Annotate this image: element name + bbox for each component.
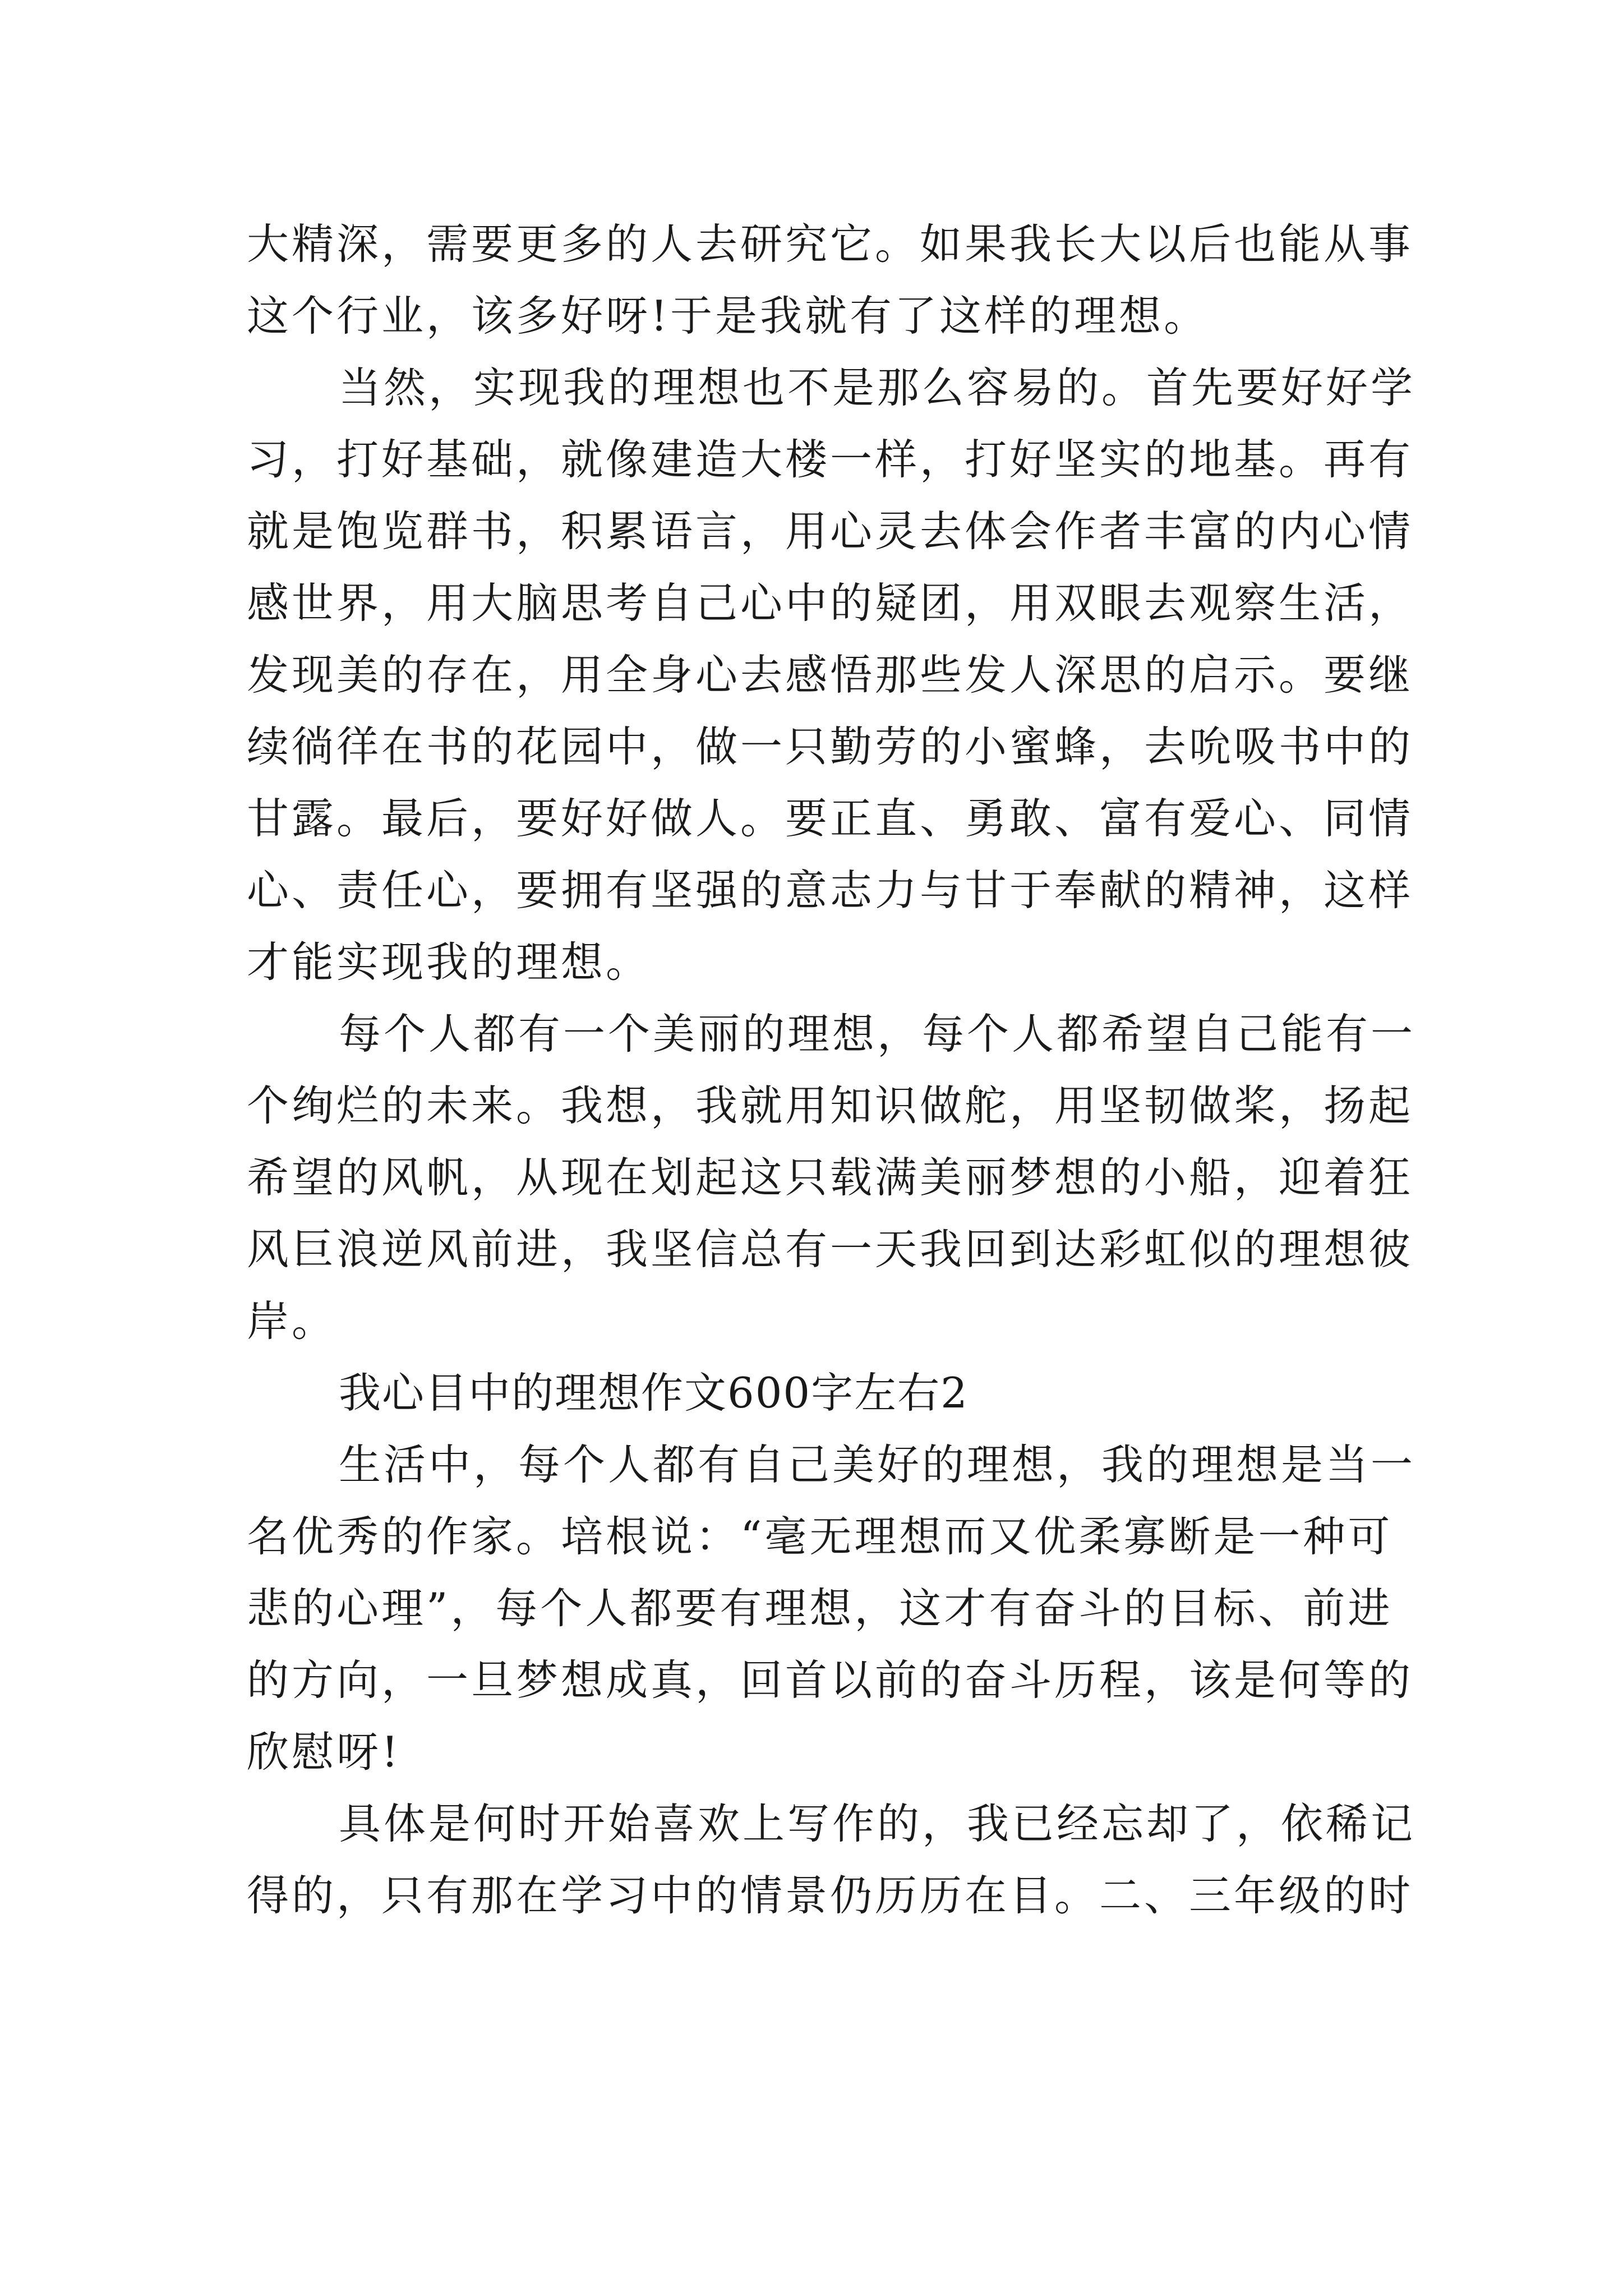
- text-line: 感世界，用大脑思考自己心中的疑团，用双眼去观察生活，: [247, 578, 1414, 628]
- text-line: 续徜徉在书的花园中，做一只勤劳的小蜜蜂，去吮吸书中的: [247, 722, 1414, 771]
- text-line: 甘露。最后，要好好做人。要正直、勇敢、富有爱心、同情: [247, 794, 1414, 843]
- text-line: 悲的心理”，每个人都要有理想，这才有奋斗的目标、前进: [247, 1584, 1393, 1633]
- paragraph-start-line: 生活中，每个人都有自己美好的理想，我的理想是当一: [339, 1440, 1416, 1489]
- text-line: 得的，只有那在学习中的情景仍历历在目。二、三年级的时: [247, 1871, 1414, 1920]
- text-line: 风巨浪逆风前进，我坚信总有一天我回到达彩虹似的理想彼: [247, 1225, 1414, 1274]
- paragraph-start-line: 当然，实现我的理想也不是那么容易的。首先要好好学: [339, 363, 1416, 412]
- text-line: 心、责任心，要拥有坚强的意志力与甘于奉献的精神，这样: [247, 866, 1414, 915]
- text-line: 发现美的存在，用全身心去感悟那些发人深思的启示。要继: [247, 650, 1414, 700]
- text-line: 希望的风帆，从现在划起这只载满美丽梦想的小船，迎着狂: [247, 1153, 1414, 1202]
- text-line: 这个行业，该多好呀!于是我就有了这样的理想。: [247, 291, 1209, 341]
- paragraph-start-line: 每个人都有一个美丽的理想，每个人都希望自己能有一: [339, 1009, 1416, 1059]
- text-line: 个绚烂的未来。我想，我就用知识做舵，用坚韧做桨，扬起: [247, 1081, 1414, 1130]
- text-line: 才能实现我的理想。: [247, 937, 651, 987]
- paragraph-start-line: 具体是何时开始喜欢上写作的，我已经忘却了，依稀记: [339, 1799, 1416, 1848]
- text-line: 的方向，一旦梦想成真，回首以前的奋斗历程，该是何等的: [247, 1655, 1414, 1705]
- section-heading: 我心目中的理想作文600字左右2: [339, 1368, 969, 1418]
- text-line: 岸。: [247, 1296, 337, 1346]
- text-line: 欣慰呀!: [247, 1727, 402, 1777]
- text-line: 习，打好基础，就像建造大楼一样，打好坚实的地基。再有: [247, 435, 1414, 484]
- text-line: 就是饱览群书，积累语言，用心灵去体会作者丰富的内心情: [247, 507, 1414, 556]
- text-line: 名优秀的作家。培根说：“毫无理想而又优柔寡断是一种可: [247, 1512, 1393, 1561]
- text-line: 大精深，需要更多的人去研究它。如果我长大以后也能从事: [247, 219, 1414, 269]
